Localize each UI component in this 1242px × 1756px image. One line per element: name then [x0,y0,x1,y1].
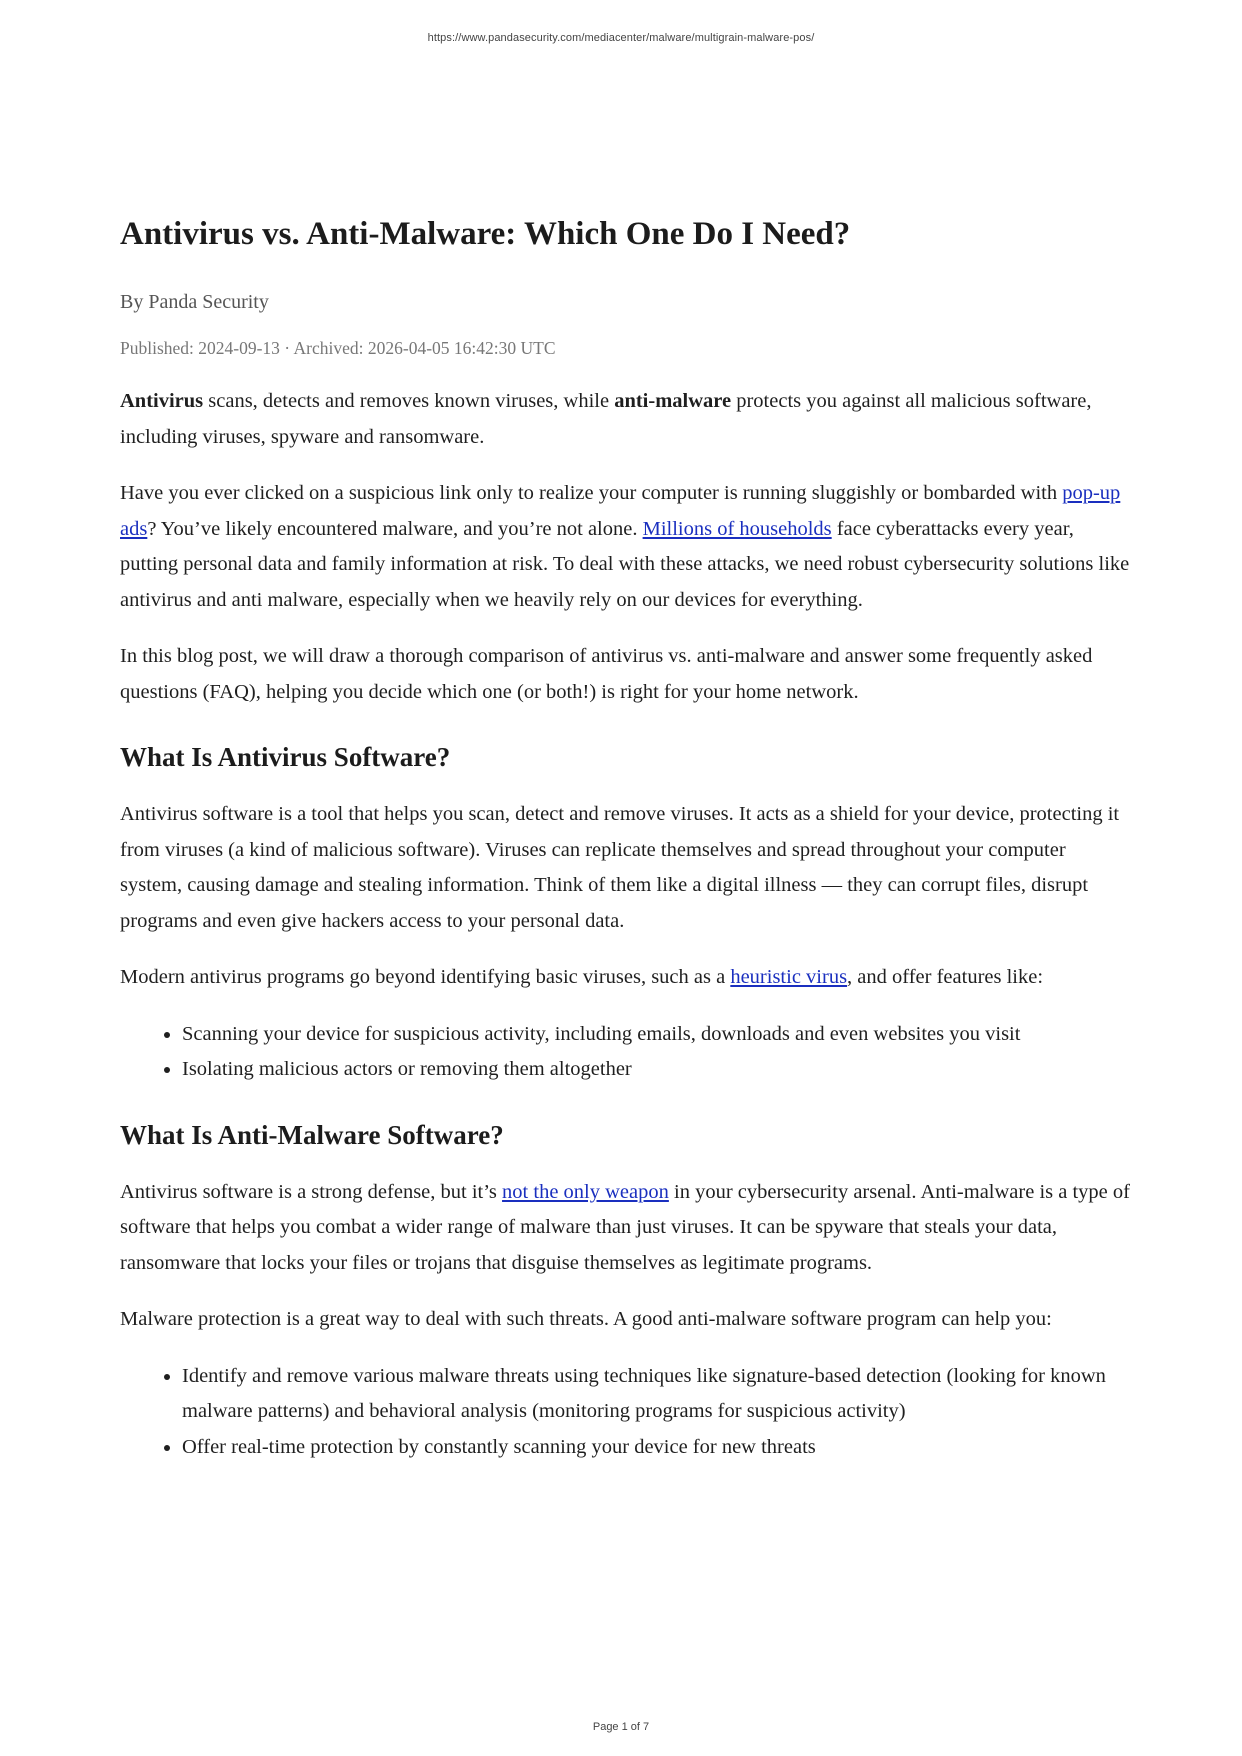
anti-malware-features-list [120,1359,1130,1466]
text-span: protects you against all malicious software, including viruses, spyware and ransomware. [120,390,1092,448]
paragraph-antivirus-definition: Antivirus software is a tool that helps you scan, detect and remove viruses. It acts as a shield for your device, protecting it from viruses (a kind of malicious software). Viruses can replicate themselves and spread throughout your computer system, causing damage and stealing information. Think of them like a digital illness — they can corrupt files, disrupt programs and even give hackers access to your personal data. [120,803,1120,932]
text-span: in your cybersecurity arsenal. Anti-malware is a type of software that helps you combat a wider range of malware than just viruses. It can be spyware that steals your data, ransomware that locks your files or trojans that disguise themselves as legitimate programs. [120,1180,1130,1274]
text-span: Antivirus software is a strong defense, but it’s [120,1180,503,1203]
article-content [120,212,1130,1487]
article-meta: Published: 2024-09-13 · Archived: 2026-04-05 16:42:30 UTC [120,338,556,358]
text-span: Modern antivirus programs go beyond identifying basic viruses, such as a [120,966,731,988]
page-number: Page 1 of 7 [592,1721,650,1733]
list-item: • Identify and remove various malware threats using techniques like signature-based detection (looking for known malware patterns) and behavioral analysis (monitoring programs for suspicious activity) [182,1359,1130,1430]
link-not-the-only-weapon[interactable]: not the only weapon [502,1180,669,1203]
bold-term-anti-malware: anti-malware [614,390,732,412]
bold-term-antivirus: Antivirus [120,390,204,412]
paragraph-malware-protection: Malware protection is a great way to deal with such threats. A good anti-malware software program can help you: [120,1308,1052,1330]
paragraph-suspicious-link [120,476,1130,618]
paragraph-blog-intro: In this blog post, we will draw a thorough comparison of antivirus vs. anti-malware and answer some frequently asked questions (FAQ), helping you decide which one (or both!) is right for your home network. [120,645,1093,703]
page-url-header: https://www.pandasecurity.com/mediacenter/malware/multigrain-malware-pos/ [427,32,815,44]
heading-antivirus-software: What Is Antivirus Software? [120,742,451,772]
link-millions-of-households[interactable]: Millions of households [642,517,832,540]
text-span: ? You’ve likely encountered malware, and you’re not alone. [147,517,643,540]
heading-anti-malware-software: What Is Anti-Malware Software? [120,1119,504,1150]
paragraph-anti-malware-definition [120,1175,1130,1282]
article-byline: By Panda Security [120,291,269,313]
list-item: • Scanning your device for suspicious activity, including emails, downloads and even websites you visit [182,1017,1130,1053]
link-pop-up-ads[interactable]: pop-up ads [120,482,1121,540]
paragraph-intro [120,384,1130,455]
antivirus-features-list [120,1017,1130,1088]
text-span: face cyberattacks every year, putting personal data and family information at risk. To deal with these attacks, we need robust cybersecurity solutions like antivirus and anti malware, especially when we heavily rely on our devices for everything. [120,517,1130,611]
list-item: • Isolating malicious actors or removing them altogether [182,1052,1130,1088]
paragraph-modern-antivirus [120,960,1130,996]
text-span: Have you ever clicked on a suspicious link only to realize your computer is running sluggishly or bombarded with [120,482,1063,504]
list-item: • Offer real-time protection by constantly scanning your device for new threats [182,1430,1130,1466]
link-heuristic-virus[interactable]: heuristic virus [730,966,848,988]
text-span: scans, detects and removes known viruses, while [203,390,615,412]
text-span: , and offer features like: [847,966,1044,988]
article-title: Antivirus vs. Anti-Malware: Which One Do I Need? [120,216,851,252]
